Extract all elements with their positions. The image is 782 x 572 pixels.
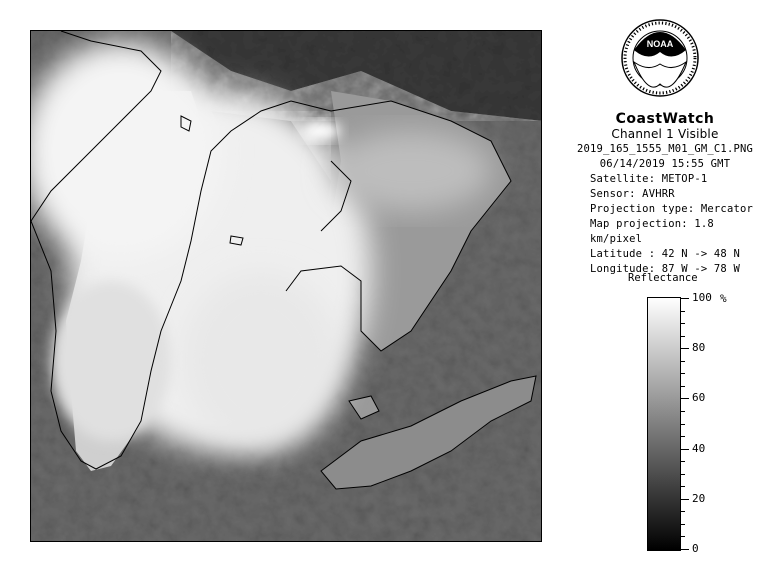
colorbar-tick [681, 511, 685, 512]
info-panel [560, 112, 770, 277]
longitude-label: Longitude: 87 W -> 78 W [590, 263, 740, 275]
colorbar-tick [681, 499, 689, 500]
colorbar-tick [681, 424, 685, 425]
colorbar-tick [681, 398, 689, 399]
product-title: CoastWatch [615, 111, 715, 127]
colorbar-tick-label: 100 [692, 291, 712, 304]
colorbar-tick [681, 524, 685, 525]
colorbar-unit: % [720, 292, 727, 305]
datetime-label: 06/14/2019 15:55 GMT [599, 158, 731, 170]
colorbar-tick-label: 20 [692, 491, 706, 505]
reflectance-colorbar [647, 297, 681, 551]
colorbar-tick [681, 436, 685, 437]
colorbar-tick [681, 549, 689, 550]
satellite-image [30, 30, 542, 542]
colorbar-tick [681, 461, 685, 462]
logo-text: NOAA [646, 39, 674, 49]
colorbar-tick [681, 474, 685, 475]
filename-label: 2019_165_1555_M01_GM_C1.PNG [576, 143, 754, 155]
sensor-label: Sensor: AVHRR [590, 188, 675, 200]
colorbar-tick [681, 486, 685, 487]
colorbar-tick [681, 386, 685, 387]
satellite-label: Satellite: METOP-1 [590, 173, 708, 185]
colorbar-tick-label: 60 [692, 391, 706, 405]
colorbar-tick [681, 536, 685, 537]
colorbar-tick-label: 80 [692, 341, 706, 355]
colorbar-tick [681, 361, 685, 362]
projection-type-label: Projection type: Mercator [590, 203, 754, 215]
satellite-map [31, 31, 542, 542]
colorbar-tick [681, 348, 689, 349]
colorbar-tick-label: 0 [692, 542, 699, 555]
latitude-label: Latitude : 42 N -> 48 N [590, 248, 740, 260]
colorbar-tick [681, 323, 685, 324]
colorbar-tick [681, 411, 685, 412]
colorbar-tick-label: 40 [692, 441, 706, 455]
colorbar-tick [681, 373, 685, 374]
colorbar-tick [681, 336, 685, 337]
colorbar-tick [681, 298, 689, 299]
colorbar-tick [681, 311, 685, 312]
channel-subtitle: Channel 1 Visible [611, 127, 719, 141]
colorbar-tick [681, 449, 689, 450]
noaa-logo [620, 18, 700, 98]
map-projection-label: Map projection: 1.8 km/pixel [590, 218, 714, 245]
colorbar-title: Reflectance [628, 272, 698, 284]
